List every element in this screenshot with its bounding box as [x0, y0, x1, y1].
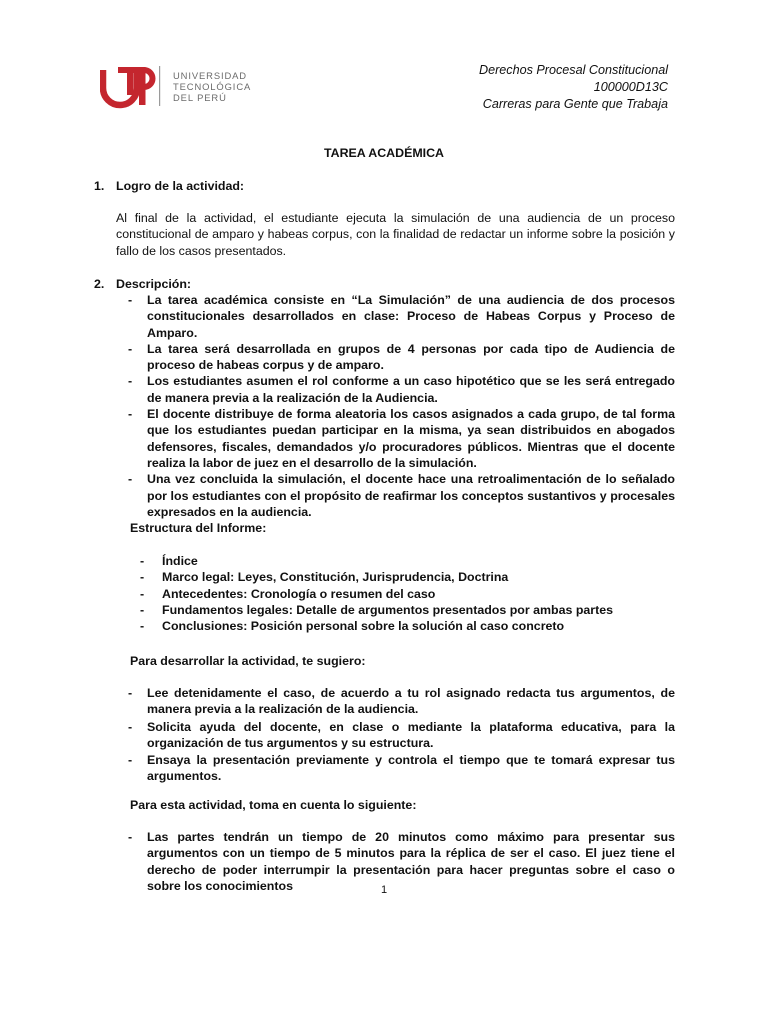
- section-2-heading: [94, 276, 191, 292]
- page-title: TAREA ACADÉMICA: [324, 146, 444, 160]
- dash-bullet: -: [140, 586, 145, 601]
- section-title: Descripción:: [116, 277, 192, 291]
- list-item: [128, 752, 675, 785]
- dash-bullet: -: [128, 341, 133, 356]
- dash-bullet: -: [140, 570, 145, 585]
- list-item: [128, 406, 675, 471]
- list-item: [128, 373, 675, 406]
- list-item-text: La tarea académica consiste en “La Simulación” de una audiencia de dos procesos constitucionales desarrollados en clase: Proceso de Habeas Corpus y Proceso de Amparo.: [147, 293, 675, 340]
- list-item: [128, 292, 675, 341]
- list-item-text: Lee detenidamente el caso, de acuerdo a tu rol asignado redacta tus argumentos, de manera previa a la realización de la audiencia.: [147, 686, 675, 717]
- dash-bullet: -: [128, 686, 133, 700]
- section-number: 1.: [94, 179, 105, 193]
- list-item-text: Antecedentes: Cronología o resumen del caso: [162, 586, 436, 601]
- course-code: 100000D13C: [593, 80, 668, 94]
- list-item-text: Fundamentos legales: Detalle de argumentos presentados por ambas partes: [162, 602, 614, 617]
- notes-heading: Para esta actividad, toma en cuenta lo siguiente:: [130, 798, 417, 812]
- list-item-text: Solicita ayuda del docente, en clase o mediante la plataforma educativa, para la organización de tus argumentos y su estructura.: [147, 719, 675, 750]
- list-item-text: Las partes tendrán un tiempo de 20 minutos como máximo para presentar sus argumentos con un tiempo de 5 minutos para la réplica de ser el caso. El juez tiene el derecho de poder interrumpir la presentación para hacer preguntas sobre el caso o sobre los conocimientos: [147, 830, 675, 893]
- section-number: 2.: [94, 277, 105, 291]
- logo-line: DEL PERÚ: [173, 92, 227, 103]
- suggestions-heading: Para desarrollar la actividad, te sugiero:: [130, 654, 366, 668]
- dash-bullet: -: [128, 719, 133, 734]
- list-item: [128, 471, 675, 520]
- description-list: [128, 292, 675, 520]
- list-item-text: Índice: [162, 554, 198, 568]
- list-item-text: Ensaya la presentación previamente y controla el tiempo que te tomará expresar tus argumentos.: [147, 753, 675, 784]
- list-item: [140, 586, 642, 602]
- structure-list: [140, 553, 642, 634]
- dash-bullet: -: [140, 602, 145, 617]
- logo-line: UNIVERSIDAD: [173, 70, 247, 81]
- utp-logo-icon: [100, 64, 162, 110]
- section-1-paragraph: Al final de la actividad, el estudiante ejecuta la simulación de una audiencia de un proceso constitucional de amparo y habeas corpus, con la finalidad de redactar un informe sobre la posición y fallo de los casos presentados.: [116, 211, 675, 258]
- list-item-text: Una vez concluida la simulación, el docente hace una retroalimentación de lo señalado por los estudiantes con el propósito de reafirmar los conceptos sustantivos y procesales expresados en la audiencia.: [147, 472, 675, 519]
- list-item-text: Conclusiones: Posición personal sobre la solución al caso concreto: [162, 619, 565, 634]
- structure-heading: Estructura del Informe:: [130, 521, 267, 535]
- list-item: [140, 569, 642, 585]
- list-item: [128, 341, 675, 374]
- dash-bullet: -: [140, 619, 145, 634]
- dash-bullet: -: [128, 830, 133, 844]
- list-item-text: Los estudiantes asumen el rol conforme a un caso hipotético que se les será entregado de manera previa a la realización de la Audiencia.: [147, 374, 675, 405]
- list-item-text: La tarea será desarrollada en grupos de 4 personas por cada tipo de Audiencia de proceso de habeas corpus y de amparo.: [147, 341, 675, 373]
- logo-line: TECNOLÓGICA: [173, 81, 252, 92]
- list-item: [140, 553, 642, 569]
- page-number: 1: [380, 884, 388, 896]
- list-item: [140, 602, 642, 618]
- section-1-heading: [94, 178, 244, 194]
- dash-bullet: -: [140, 554, 145, 568]
- section-title: Logro de la actividad:: [116, 179, 245, 193]
- dash-bullet: -: [128, 472, 133, 487]
- course-header: [479, 62, 668, 113]
- list-item-text: El docente distribuye de forma aleatoria los casos asignados a cada grupo, de tal forma que los estudiantes puedan participar en la misma, ya sean distribuidos en abogados defensores, fiscales, demandados y/o procuradores públicos. Mientras que el docente realiza la labor de juez en el desarrollo de la simulación.: [147, 407, 675, 470]
- list-item: [128, 685, 675, 718]
- logo-wordmark: [173, 70, 251, 103]
- university-logo: [100, 64, 260, 114]
- dash-bullet: -: [128, 753, 133, 768]
- list-item: [128, 719, 675, 752]
- list-item: [140, 618, 642, 634]
- list-item-text: Marco legal: Leyes, Constitución, Jurisprudencia, Doctrina: [162, 570, 509, 585]
- dash-bullet: -: [128, 407, 133, 422]
- course-program: Carreras para Gente que Trabaja: [482, 97, 668, 111]
- course-name: Derechos Procesal Constitucional: [479, 63, 668, 77]
- dash-bullet: -: [128, 374, 133, 389]
- dash-bullet: -: [128, 293, 133, 307]
- suggestions-list: [128, 685, 675, 786]
